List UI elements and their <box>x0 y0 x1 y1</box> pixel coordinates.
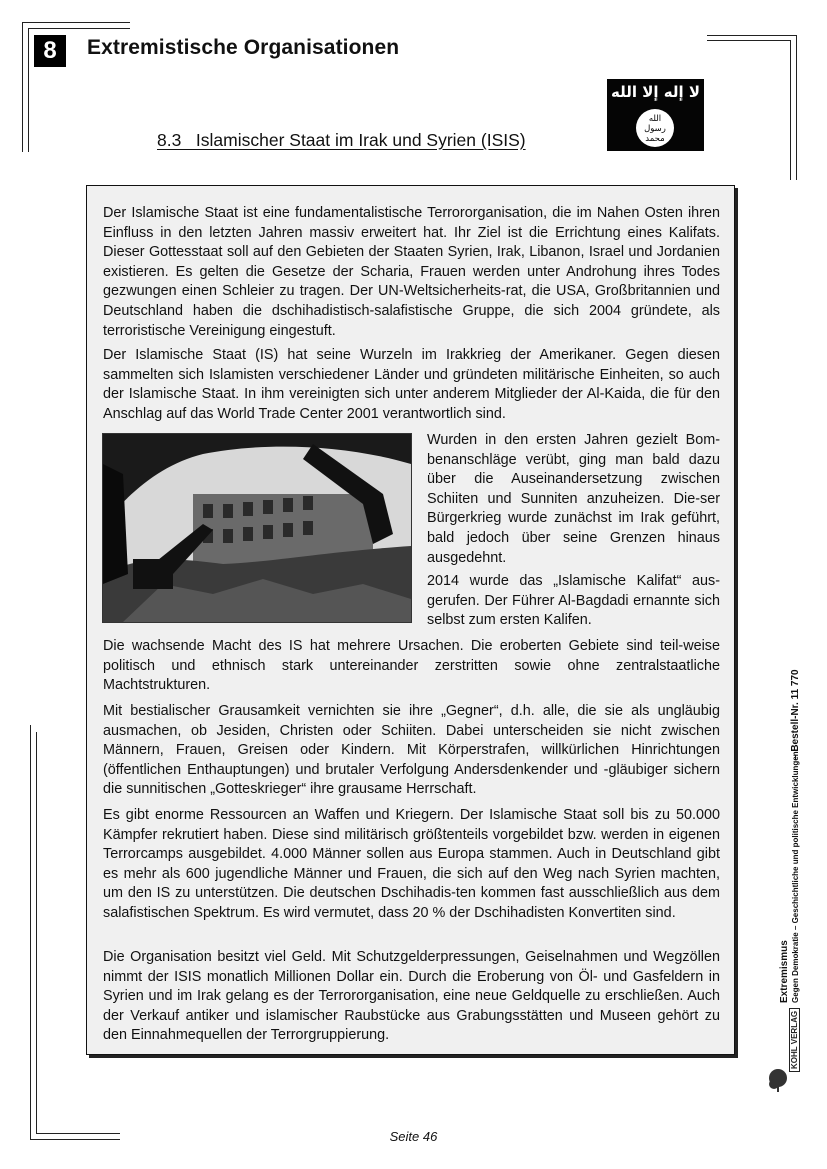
sidebar-subtitle: Gegen Demokratie – Geschichtliche und politische Entwicklungen <box>791 751 800 1003</box>
frame-line-top-left-h <box>22 22 130 23</box>
sidebar-title: Extremismus <box>779 940 790 1003</box>
frame-line-top-left-v2 <box>28 28 29 152</box>
frame-line-top-right-h <box>707 35 797 36</box>
isis-flag-image <box>607 79 704 151</box>
seal-line-3: محمد <box>645 134 665 144</box>
paragraph-4: 2014 wurde das „Islamische Kalifat“ aus-gerufen. Der Führer Al-Bagdadi ernannte sich selbst zum ersten Kalifen. <box>427 573 720 629</box>
seal-line-1: الله <box>648 114 662 124</box>
photo-illustration <box>103 434 411 622</box>
paragraph-1: Der Islamische Staat ist eine fundamentalistische Terrororganisation, die im Nahen Osten ihren Einfluss in den letzten Jahren massiv erweitert hat. Ihr Ziel ist die Errichtung eines Kalifats. Dieser Gottesstaat soll auf den Gebieten der Staaten Syrien, Irak, Libanon, Israel und Jordanien existieren. Es gelten die Gesetze der Scharia, Frauen werden unter Androhung ihres Todes gezwungen einen Schleier zu tragen. Der UN-Weltsicherheits-rat, die USA, Großbritannien und Deutschland haben die dschihadistisch-salafistische Gruppe, die sich 2004 gründete, als terroristische Vereinigung eingestuft. <box>103 205 720 339</box>
paragraph-2: Der Islamische Staat (IS) hat seine Wurzeln im Irakkrieg der Amerikaner. Gegen diesen sammelten sich Islamisten verschiedener Länder und gründeten militärische Einheiten, so auch der Islamische Staat. In ihm vereinigten sich unter anderem Mitglieder der Al-Kaida, die für den Anschlag auf das World Trade Center 2001 verantwortlich sind. <box>103 347 720 422</box>
frame-line-top-right-v2 <box>790 40 791 180</box>
paragraph-6: Mit bestialischer Grausamkeit vernichten sie ihre „Gegner“, d.h. alle, die sie als ungläubig ausmachen, ob Jesiden, Christen oder Schiiten. Dabei unterscheiden sie nicht zwischen Männern, Frauen, Greisen oder Kindern. Mit Körperstrafen, willkürlichen Hinrichtungen (öffentlichen Enthauptungen) und brutaler Verfolgung Andersdenkender und -gläubiger sichern die sunnitischen „Gotteskrieger“ ihre grausame Herrschaft. <box>103 703 720 798</box>
paragraph-7: Es gibt enorme Ressourcen an Waffen und Kriegern. Der Islamische Staat soll bis zu 50.000 Kämpfer rekrutiert haben. Diese sind militärisch größtenteils vorgebildet bzw. werden in eigenen Terrorcamps ausgebildet. 4.000 Männer sollen aus Europa stammen. Auch in Deutschland gibt es mehr als 600 jugendliche Männer und Frauen, die sich auf den Weg nach Syrien machten, um den IS zu unterstützen. Die deutschen Dschihadis-ten kommen fast ausschließlich aus dem salafistischen Spektrum. Es wird vermutet, dass 20 % der Dschihadisten Konvertiten sind. <box>103 807 720 921</box>
paragraph-3: Wurden in den ersten Jahren gezielt Bom-benanschläge verübt, ging man bald dazu über die Auseinandersetzung zwischen Schiiten und Sunniten anzuheizen. Die-ser Bürgerkrieg wurde zunächst im Irak geführt, bald jedoch über seine Grenzen hinaus ausgedehnt. <box>427 432 720 566</box>
frame-line-bottom-left-v2 <box>36 732 37 1134</box>
seal-line-2: رسول <box>644 124 666 134</box>
destroyed-building-photo <box>102 433 412 623</box>
paragraph-8: Die Organisation besitzt viel Geld. Mit Schutzgelderpressungen, Geiselnahmen und Wegzöllen nimmt der ISIS monatlich Millionen Dollar ein. Durch die Eroberung von Öl- und Gasfeldern in Syrien und im Irak gelang es der Terrororganisation, eine neue Geldquelle zu erschließen. Auch der Verkauf antiker und islamischer Raubstücke aus Grabungsstätten und Museen gehört zu den Einnahmequellen der Terrorgruppierung. <box>103 949 720 1044</box>
flag-seal-icon <box>636 109 674 147</box>
frame-line-top-right-v <box>796 35 797 180</box>
frame-line-top-left-v <box>22 22 23 152</box>
publisher-logo <box>766 1010 802 1095</box>
section-title: 8.3 Islamischer Staat im Irak und Syrien (ISIS) <box>157 130 526 150</box>
sidebar-order-number: – Bestell-Nr. 11 770 <box>790 669 801 760</box>
frame-line-top-right-h2 <box>707 40 791 41</box>
frame-line-bottom-left-v <box>30 725 31 1140</box>
flag-top-text: لا إله إلا الله <box>610 83 700 101</box>
tree-icon <box>766 1010 802 1095</box>
publisher-name: KOHL VERLAG <box>789 1008 800 1072</box>
frame-line-top-left-h2 <box>28 28 130 29</box>
paragraph-5: Die wachsende Macht des IS hat mehrere Ursachen. Die eroberten Gebiete sind teil-weise politisch und ethnisch stark untereinander zerstritten sowie ohne zentralstaatliche Machtstrukturen. <box>103 638 720 694</box>
chapter-number: 8 <box>34 35 66 67</box>
chapter-title: Extremistische Organisationen <box>87 36 400 59</box>
page-number: Seite 46 <box>389 1129 438 1144</box>
